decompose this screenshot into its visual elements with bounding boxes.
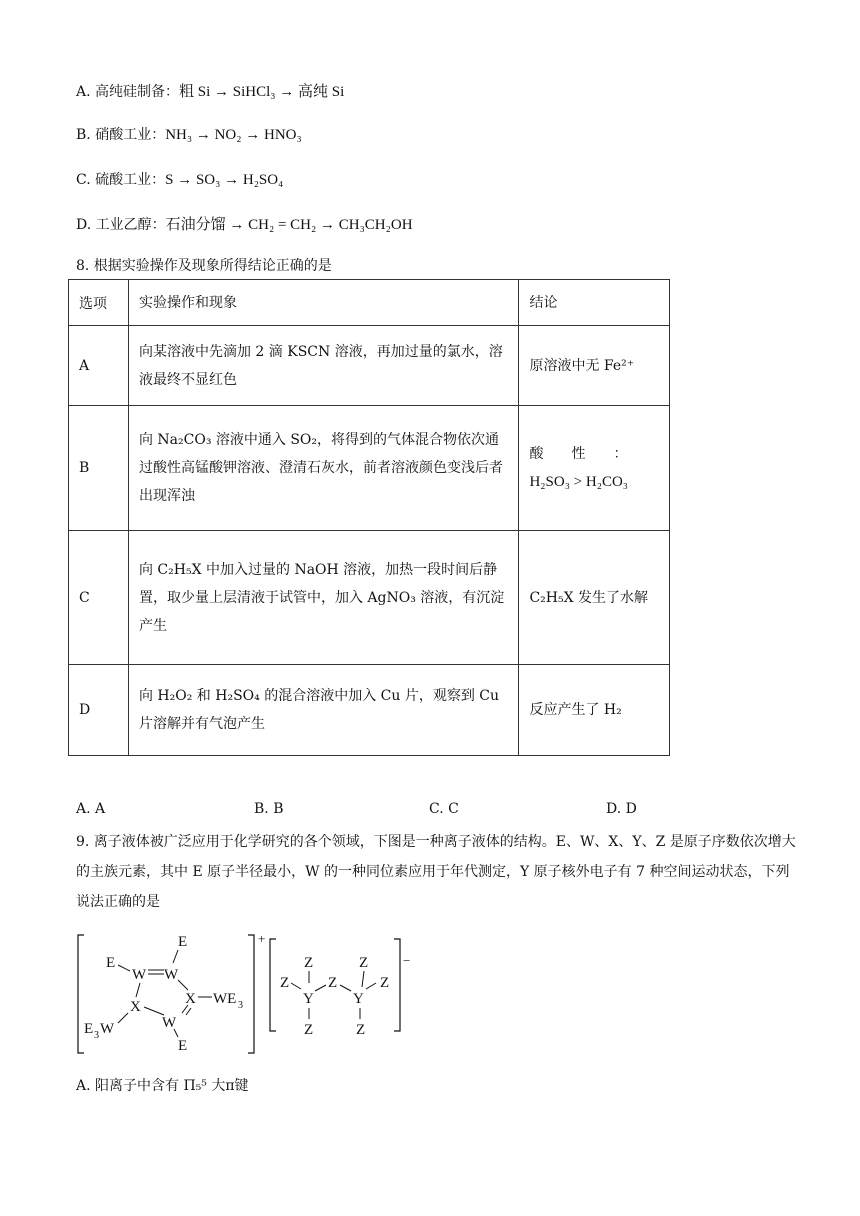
svg-text:W: W	[132, 967, 147, 983]
q7-option-d	[76, 213, 413, 234]
option-label: A. 高纯硅制备：	[76, 84, 180, 100]
table-row	[69, 665, 670, 756]
svg-text:W: W	[164, 967, 179, 983]
svg-text:X: X	[185, 991, 196, 1007]
conclusion-cell: 反应产生了 H₂	[519, 665, 670, 756]
answer-option: B. B	[254, 801, 284, 817]
option-formula: 粗 Si → SiHCl₃ → 高纯 Si	[179, 84, 345, 100]
svg-text:3: 3	[238, 1000, 243, 1011]
option-label: C. 硫酸工业：	[76, 172, 166, 188]
table-row	[69, 406, 670, 531]
q7-option-c	[76, 169, 283, 189]
option-label: D. 工业乙醇：	[76, 217, 166, 233]
svg-text:Z: Z	[359, 955, 369, 971]
conclusion-line: H₂SO₃ > H₂CO₃	[529, 474, 629, 490]
anion-charge: −	[403, 953, 411, 968]
q8-table	[68, 279, 670, 756]
q8-stem: 8. 根据实验操作及现象所得结论正确的是	[76, 258, 332, 274]
svg-text:WE: WE	[213, 991, 237, 1007]
svg-text:E: E	[106, 955, 116, 971]
svg-text:Z: Z	[380, 975, 390, 991]
svg-text:Z: Z	[304, 955, 314, 971]
cation-charge: +	[258, 931, 266, 946]
svg-text:E: E	[84, 1021, 94, 1037]
svg-text:Z: Z	[304, 1022, 314, 1038]
operation-cell: 向 H₂O₂ 和 H₂SO₄ 的混合溶液中加入 Cu 片，观察到 Cu 片溶解并有气泡产生	[128, 665, 518, 756]
svg-text:W: W	[162, 1015, 177, 1031]
svg-text:Z: Z	[280, 975, 290, 991]
option-cell: B	[69, 406, 129, 531]
option-cell: A	[69, 326, 129, 406]
option-formula: S → SO₃ → H₂SO₄	[165, 172, 284, 188]
q7-option-b	[76, 124, 302, 144]
conclusion-line: 酸 性 ：	[529, 446, 628, 462]
operation-cell: 向某溶液中先滴加 2 滴 KSCN 溶液，再加过量的氯水，溶液最终不显红色	[128, 326, 518, 406]
conclusion-cell	[519, 406, 670, 531]
svg-text:Y: Y	[353, 991, 364, 1007]
header-cell: 结论	[519, 280, 670, 326]
option-formula: NH₃ → NO₂ → HNO₃	[165, 127, 302, 143]
table-header-row	[69, 280, 670, 326]
option-formula: 石油分馏 → CH₂ = CH₂ → CH₃CH₂OH	[165, 217, 413, 233]
conclusion-cell: C₂H₅X 发生了水解	[519, 531, 670, 665]
table-row	[69, 531, 670, 665]
svg-text:Z: Z	[356, 1022, 366, 1038]
svg-text:Z: Z	[328, 975, 338, 991]
svg-text:Y: Y	[303, 991, 314, 1007]
answer-option: A. A	[76, 801, 106, 817]
option-cell: D	[69, 665, 129, 756]
header-cell: 选项	[69, 280, 129, 326]
table-row	[69, 326, 670, 406]
answer-option: D. D	[606, 801, 637, 817]
q9-option-a: A. 阳离子中含有 Π₅⁵ 大π键	[76, 1078, 249, 1094]
operation-cell: 向 Na₂CO₃ 溶液中通入 SO₂，将得到的气体混合物依次通过酸性高锰酸钾溶液、澄清石灰水，前者溶液颜色变浅后者出现浑浊	[128, 406, 518, 531]
q9-stem: 9. 离子液体被广泛应用于化学研究的各个领域，下图是一种离子液体的结构。E、W、X、Y、Z 是原子序数依次增大的主族元素，其中 E 原子半径最小，W 的一种同位素应用于年代测定，Y 原子核外电子有 7 种空间运动状态，下列说法正确的是	[76, 834, 796, 910]
ionic-liquid-structure	[70, 925, 420, 1060]
option-cell: C	[69, 531, 129, 665]
header-cell: 实验操作和现象	[128, 280, 518, 326]
conclusion-cell: 原溶液中无 Fe²⁺	[519, 326, 670, 406]
answer-option: C. C	[429, 801, 459, 817]
svg-text:E: E	[178, 1038, 188, 1054]
svg-text:3: 3	[94, 1030, 99, 1041]
operation-cell: 向 C₂H₅X 中加入过量的 NaOH 溶液，加热一段时间后静置，取少量上层清液于试管中，加入 AgNO₃ 溶液，有沉淀产生	[128, 531, 518, 665]
q7-option-a	[76, 80, 344, 101]
svg-text:E: E	[178, 934, 188, 950]
option-label: B. 硝酸工业：	[76, 127, 166, 143]
svg-text:X: X	[130, 999, 141, 1015]
svg-text:W: W	[100, 1021, 115, 1037]
